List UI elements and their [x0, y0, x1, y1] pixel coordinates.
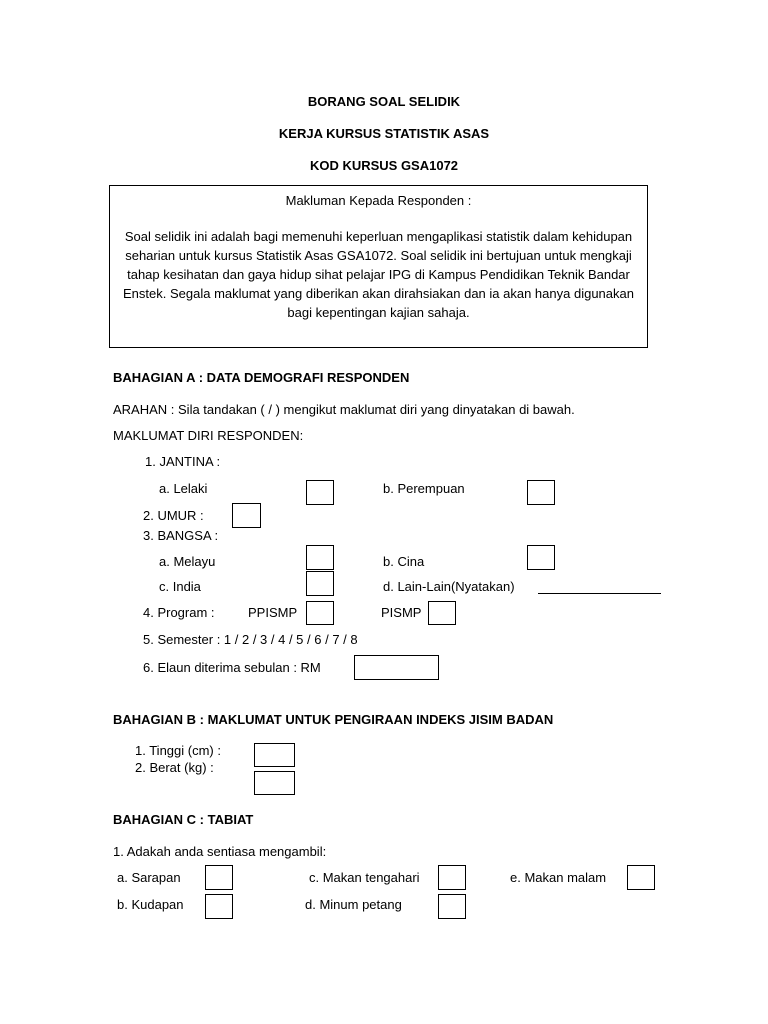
title-kod-kursus: KOD KURSUS GSA1072 [309, 158, 459, 173]
q4-program-label: 4. Program : [143, 605, 215, 620]
opt-sarapan: a. Sarapan [117, 870, 181, 885]
melayu-checkbox[interactable] [306, 545, 334, 570]
minum-petang-checkbox[interactable] [438, 894, 466, 919]
q3-opt-lain-lain: d. Lain-Lain(Nyatakan) [383, 579, 515, 594]
title-borang: BORANG SOAL SELIDIK [307, 94, 461, 109]
berat-label: 2. Berat (kg) : [135, 760, 214, 775]
title-kerja-kursus: KERJA KURSUS STATISTIK ASAS [278, 126, 490, 141]
q5-semester-label: 5. Semester : 1 / 2 / 3 / 4 / 5 / 6 / 7 / 8 [143, 632, 358, 647]
cina-checkbox[interactable] [527, 545, 555, 570]
section-c-heading: BAHAGIAN C : TABIAT [113, 812, 254, 827]
section-a-instruction: ARAHAN : Sila tandakan ( / ) mengikut maklumat diri yang dinyatakan di bawah. [113, 402, 575, 417]
lelaki-checkbox[interactable] [306, 480, 334, 505]
opt-kudapan: b. Kudapan [117, 897, 184, 912]
tinggi-label: 1. Tinggi (cm) : [135, 743, 221, 758]
perempuan-checkbox[interactable] [527, 480, 555, 505]
q1-jantina-label: 1. JANTINA : [145, 454, 221, 469]
q4-opt-pismp: PISMP [381, 605, 422, 620]
q1-opt-perempuan: b. Perempuan [383, 481, 465, 496]
notice-body: Soal selidik ini adalah bagi memenuhi keperluan mengaplikasi statistik dalam kehidupan seharian untuk kursus Statistik Asas GSA1072. Soal selidik ini bertujuan untuk mengkaji tahap kesihatan dan gaya hidup sihat pelajar IPG di Kampus Pendidikan Teknik Bandar Enstek. Segala maklumat yang diberikan akan dirahsiakan dan ia akan hanya digunakan bagi kepentingan kajian sahaja. [123, 229, 634, 320]
india-checkbox[interactable] [306, 571, 334, 596]
kudapan-checkbox[interactable] [205, 894, 233, 919]
q3-opt-india: c. India [159, 579, 201, 594]
sarapan-checkbox[interactable] [205, 865, 233, 890]
notice-title: Makluman Kepada Responden : [285, 193, 472, 208]
lain-lain-underline-field[interactable] [538, 593, 661, 594]
pismp-checkbox[interactable] [428, 601, 456, 625]
section-a-heading: BAHAGIAN A : DATA DEMOGRAFI RESPONDEN [113, 370, 410, 385]
ppismp-checkbox[interactable] [306, 601, 334, 625]
makan-malam-checkbox[interactable] [627, 865, 655, 890]
q6-elaun-label: 6. Elaun diterima sebulan : RM [143, 660, 321, 675]
elaun-input-box[interactable] [354, 655, 439, 680]
umur-input-box[interactable] [232, 503, 261, 528]
q3-opt-cina: b. Cina [383, 554, 425, 569]
berat-input-box[interactable] [254, 771, 295, 795]
section-c-q1: 1. Adakah anda sentiasa mengambil: [113, 844, 327, 859]
q4-opt-ppismp: PPISMP [248, 605, 298, 620]
opt-minum-petang: d. Minum petang [305, 897, 402, 912]
q2-umur-label: 2. UMUR : [143, 508, 204, 523]
section-b-heading: BAHAGIAN B : MAKLUMAT UNTUK PENGIRAAN INDEKS JISIM BADAN [113, 712, 554, 727]
tinggi-input-box[interactable] [254, 743, 295, 767]
opt-makan-malam: e. Makan malam [510, 870, 607, 885]
section-a-subheading: MAKLUMAT DIRI RESPONDEN: [113, 428, 304, 443]
q3-bangsa-label: 3. BANGSA : [143, 528, 219, 543]
opt-makan-tengahari: c. Makan tengahari [309, 870, 420, 885]
q3-opt-melayu: a. Melayu [159, 554, 216, 569]
makan-tengahari-checkbox[interactable] [438, 865, 466, 890]
q1-opt-lelaki: a. Lelaki [159, 481, 208, 496]
notice-box [109, 185, 648, 348]
